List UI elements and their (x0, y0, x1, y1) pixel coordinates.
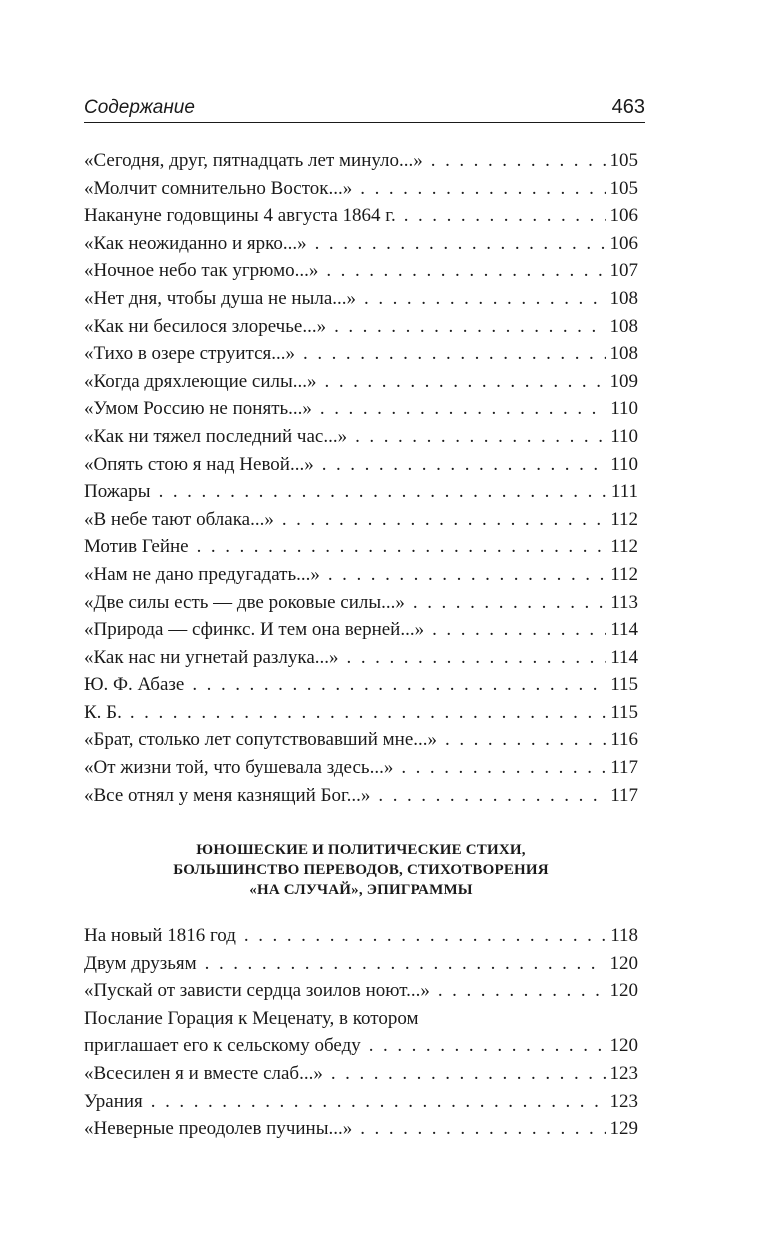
toc-entry[interactable] (84, 699, 638, 727)
section-heading-line: «НА СЛУЧАЙ», ЭПИГРАММЫ (249, 882, 473, 898)
toc-entry-title: «Все отнял у меня казнящий Бог...» (84, 784, 371, 806)
toc-entry-page: 112 (610, 536, 638, 558)
toc-entry-page: 108 (609, 315, 638, 337)
dot-leader (445, 726, 606, 754)
toc-entry-title: «От жизни той, что бушевала здесь...» (84, 757, 394, 779)
dot-leader (130, 699, 606, 727)
dot-leader (192, 671, 606, 699)
dot-leader (315, 230, 606, 258)
toc-entry-title: «Две силы есть — две роковые силы...» (84, 591, 405, 613)
dot-leader (432, 616, 606, 644)
dot-leader (328, 561, 606, 589)
toc-entry-title: «Молчит сомнительно Восток...» (84, 177, 353, 199)
toc-entry-title: «Ночное небо так угрюмо...» (84, 260, 319, 282)
toc-entry[interactable] (84, 977, 638, 1005)
toc-entry-title: «Неверные преодолев пучины...» (84, 1118, 353, 1140)
toc-entry[interactable] (84, 451, 638, 479)
toc-entry[interactable] (84, 368, 638, 396)
toc-entry[interactable] (84, 285, 638, 313)
toc-entry-title: Мотив Гейне (84, 536, 189, 558)
toc-entry-page: 110 (610, 453, 638, 475)
toc-entry-page: 109 (609, 370, 638, 392)
toc-entry-title: «Умом Россию не понять...» (84, 398, 312, 420)
toc-entry-page: 106 (609, 232, 638, 254)
toc-entry[interactable] (84, 616, 638, 644)
dot-leader (355, 423, 606, 451)
toc-list-section (84, 922, 638, 1143)
toc-entry-title: Урания (84, 1090, 143, 1112)
toc-entry-title: «Когда дряхлеющие силы...» (84, 370, 317, 392)
toc-entry-page: 116 (610, 729, 638, 751)
toc-entry-title: «Как ни бесилося злоречье...» (84, 315, 327, 337)
toc-list-main (84, 147, 638, 809)
toc-entry-page: 123 (609, 1090, 638, 1112)
dot-leader (401, 754, 606, 782)
dot-leader (151, 1088, 606, 1116)
toc-entry-page: 117 (610, 757, 638, 779)
toc-entry[interactable] (84, 782, 638, 810)
toc-entry-title: «Нам не дано предугадать...» (84, 563, 320, 585)
toc-entry-page: 110 (610, 425, 638, 447)
toc-entry[interactable] (84, 395, 638, 423)
dot-leader (360, 1115, 605, 1143)
toc-entry-page: 123 (609, 1062, 638, 1084)
dot-leader (320, 395, 606, 423)
dot-leader (244, 922, 606, 950)
dot-leader (438, 977, 606, 1005)
toc-entry-title: «Тихо в озере струится...» (84, 343, 296, 365)
running-title: Содержание (84, 97, 195, 118)
toc-entry-page: 112 (610, 508, 638, 530)
toc-entry-title: Накануне годовщины 4 августа 1864 г. (84, 205, 396, 227)
section-heading-line: БОЛЬШИНСТВО ПЕРЕВОДОВ, СТИХОТВОРЕНИЯ (173, 862, 549, 878)
dot-leader (404, 202, 606, 230)
dot-leader (322, 451, 607, 479)
toc-entry-title: «Природа — сфинкс. И тем она верней...» (84, 619, 425, 641)
dot-leader (197, 533, 607, 561)
running-header (84, 90, 645, 123)
dot-leader (369, 1032, 606, 1060)
toc-entry-page: 108 (609, 287, 638, 309)
toc-entry-page: 114 (610, 619, 638, 641)
toc-entry-page: 120 (609, 952, 638, 974)
toc-entry-page: 107 (609, 260, 638, 282)
toc-entry[interactable] (84, 202, 638, 230)
toc-entry[interactable] (84, 922, 638, 950)
toc-entry[interactable] (84, 313, 638, 341)
dot-leader (205, 950, 606, 978)
page-number: 463 (611, 96, 645, 118)
toc-entry-title: «Брат, столько лет сопутствовавший мне...» (84, 729, 438, 751)
toc-entry-title: «Всесилен я и вместе слаб...» (84, 1062, 323, 1084)
toc-entry-title: «В небе тают облака...» (84, 508, 274, 530)
toc-entry[interactable] (84, 230, 638, 258)
toc-entry-title: «Сегодня, друг, пятнадцать лет минуло...» (84, 150, 423, 171)
toc-entry-page: 115 (610, 674, 638, 696)
toc-entry-page: 106 (609, 205, 638, 227)
toc-entry-page: 108 (609, 343, 638, 365)
dot-leader (431, 147, 606, 175)
toc-entry-title: На новый 1816 год (84, 925, 236, 946)
dot-leader (360, 175, 605, 203)
toc-entry-page: 112 (610, 563, 638, 585)
dot-leader (325, 368, 606, 396)
toc-entry[interactable] (84, 644, 638, 672)
dot-leader (159, 478, 607, 506)
toc-entry[interactable] (84, 423, 638, 451)
toc-entry[interactable] (84, 1060, 638, 1088)
toc-entry-multiline[interactable] (84, 1005, 638, 1060)
toc-entry-title: «Опять стою я над Невой...» (84, 453, 314, 475)
toc-entry-title-line1: Послание Горация к Меценату, в котором (84, 1007, 419, 1029)
toc-entry-page: 105 (609, 177, 638, 199)
toc-entry[interactable] (84, 589, 638, 617)
toc-entry[interactable] (84, 671, 638, 699)
toc-entry-page: 114 (610, 646, 638, 668)
dot-leader (334, 313, 605, 341)
toc-entry-page: 110 (610, 398, 638, 420)
toc-entry-page: 118 (610, 925, 638, 946)
dot-leader (326, 257, 605, 285)
toc-entry-title: «Как нас ни угнетай разлука...» (84, 646, 339, 668)
toc-entry-title: «Как ни тяжел последний час...» (84, 425, 348, 447)
toc-entry-page: 117 (610, 784, 638, 806)
toc-entry-title: «Пускай от зависти сердца зоилов ноют...» (84, 980, 430, 1002)
toc-entry[interactable] (84, 147, 638, 175)
toc-entry[interactable] (84, 1088, 638, 1116)
toc-entry-title: «Нет дня, чтобы душа не ныла...» (84, 287, 357, 309)
dot-leader (378, 782, 606, 810)
toc-entry-title: Ю. Ф. Абазе (84, 674, 185, 696)
toc-entry[interactable] (84, 257, 638, 285)
toc-entry[interactable] (84, 561, 638, 589)
toc-entry[interactable] (84, 175, 638, 203)
section-heading (84, 840, 638, 900)
toc-entry[interactable] (84, 1115, 638, 1143)
toc-entry-title: Пожары (84, 481, 151, 503)
toc-entry-title: К. Б. (84, 701, 122, 723)
toc-entry[interactable] (84, 340, 638, 368)
dot-leader (347, 644, 607, 672)
toc-entry-page: 105 (609, 150, 638, 171)
toc-entry-page: 120 (609, 980, 638, 1002)
toc-entry[interactable] (84, 754, 638, 782)
toc-entry-page: 129 (609, 1118, 638, 1140)
toc-entry-title: Двум друзьям (84, 952, 197, 974)
toc-entry[interactable] (84, 506, 638, 534)
dot-leader (413, 589, 606, 617)
toc-entry-title-line2: приглашает его к сельскому обеду (84, 1035, 361, 1057)
toc-entry-page: 115 (610, 701, 638, 723)
dot-leader (282, 506, 606, 534)
toc-entry[interactable] (84, 478, 638, 506)
toc-entry-page: 113 (610, 591, 638, 613)
toc-entry[interactable] (84, 950, 638, 978)
dot-leader (331, 1060, 606, 1088)
section-heading-line: ЮНОШЕСКИЕ И ПОЛИТИЧЕСКИЕ СТИХИ, (196, 842, 526, 858)
dot-leader (364, 285, 605, 313)
toc-entry-page: 111 (610, 481, 638, 503)
dot-leader (303, 340, 605, 368)
toc-entry[interactable] (84, 533, 638, 561)
toc-entry-page: 120 (609, 1035, 638, 1057)
toc-entry-title: «Как неожиданно и ярко...» (84, 232, 307, 254)
toc-entry[interactable] (84, 726, 638, 754)
